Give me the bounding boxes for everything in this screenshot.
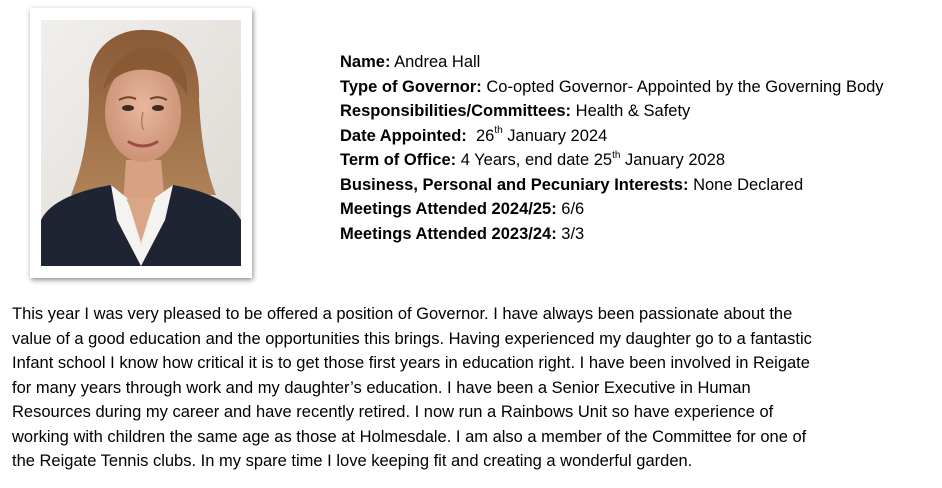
meetings-2024-value: 6/6	[561, 200, 585, 218]
meetings-2023-row	[340, 222, 940, 247]
bio-line: Infant school I know how critical it is to get those first years in education right. I have been involved in Reigate	[12, 354, 810, 372]
meetings-2023-value: 3/3	[561, 224, 585, 243]
type-label: Type of Governor:	[340, 77, 482, 96]
date-appointed-rest: January 2024	[507, 126, 608, 145]
interests-label: Business, Personal and Pecuniary Interests:	[340, 175, 689, 194]
biography	[12, 302, 937, 474]
bio-line: value of a good education and the opportunities this brings. Having experienced my daughter go to a fantastic	[12, 329, 812, 348]
interests-row	[340, 173, 940, 198]
date-appointed-day: 26	[475, 126, 495, 145]
responsibilities-value: Health & Safety	[575, 102, 691, 120]
type-row	[340, 75, 940, 100]
responsibilities-label: Responsibilities/Committees:	[340, 102, 572, 120]
date-appointed-row	[340, 124, 940, 149]
interests-value: None Declared	[693, 175, 804, 194]
term-prefix: 4 Years, end date 25	[460, 151, 613, 169]
term-suffix: th	[612, 149, 621, 161]
portrait-frame	[30, 8, 252, 278]
name-value: Andrea Hall	[394, 53, 481, 71]
term-label: Term of Office:	[340, 151, 457, 169]
portrait-photo	[41, 20, 241, 266]
responsibilities-row	[340, 99, 940, 124]
meetings-2023-label: Meetings Attended 2023/24:	[340, 224, 557, 243]
meetings-2024-row	[340, 197, 940, 222]
meetings-2024-label: Meetings Attended 2024/25:	[340, 200, 557, 218]
term-rest: January 2028	[625, 151, 726, 169]
governor-details	[340, 50, 940, 246]
bio-line: Resources during my career and have recently retired. I now run a Rainbows Unit so have experience of	[12, 403, 774, 421]
bio-line: for many years through work and my daughter’s education. I have been a Senior Executive in Human	[12, 378, 751, 397]
name-label: Name:	[340, 53, 391, 71]
name-row	[340, 50, 940, 75]
date-appointed-label: Date Appointed:	[340, 126, 467, 145]
term-row	[340, 148, 940, 173]
bio-line: This year I was very pleased to be offered a position of Governor. I have always been passionate about the	[12, 305, 793, 323]
bio-line: working with children the same age as those at Holmesdale. I am also a member of the Committee for one of	[12, 427, 807, 446]
bio-line: the Reigate Tennis clubs. In my spare time I love keeping fit and creating a wonderful garden.	[12, 452, 693, 470]
type-value: Co-opted Governor- Appointed by the Governing Body	[486, 77, 884, 96]
date-appointed-suffix: th	[494, 125, 503, 136]
